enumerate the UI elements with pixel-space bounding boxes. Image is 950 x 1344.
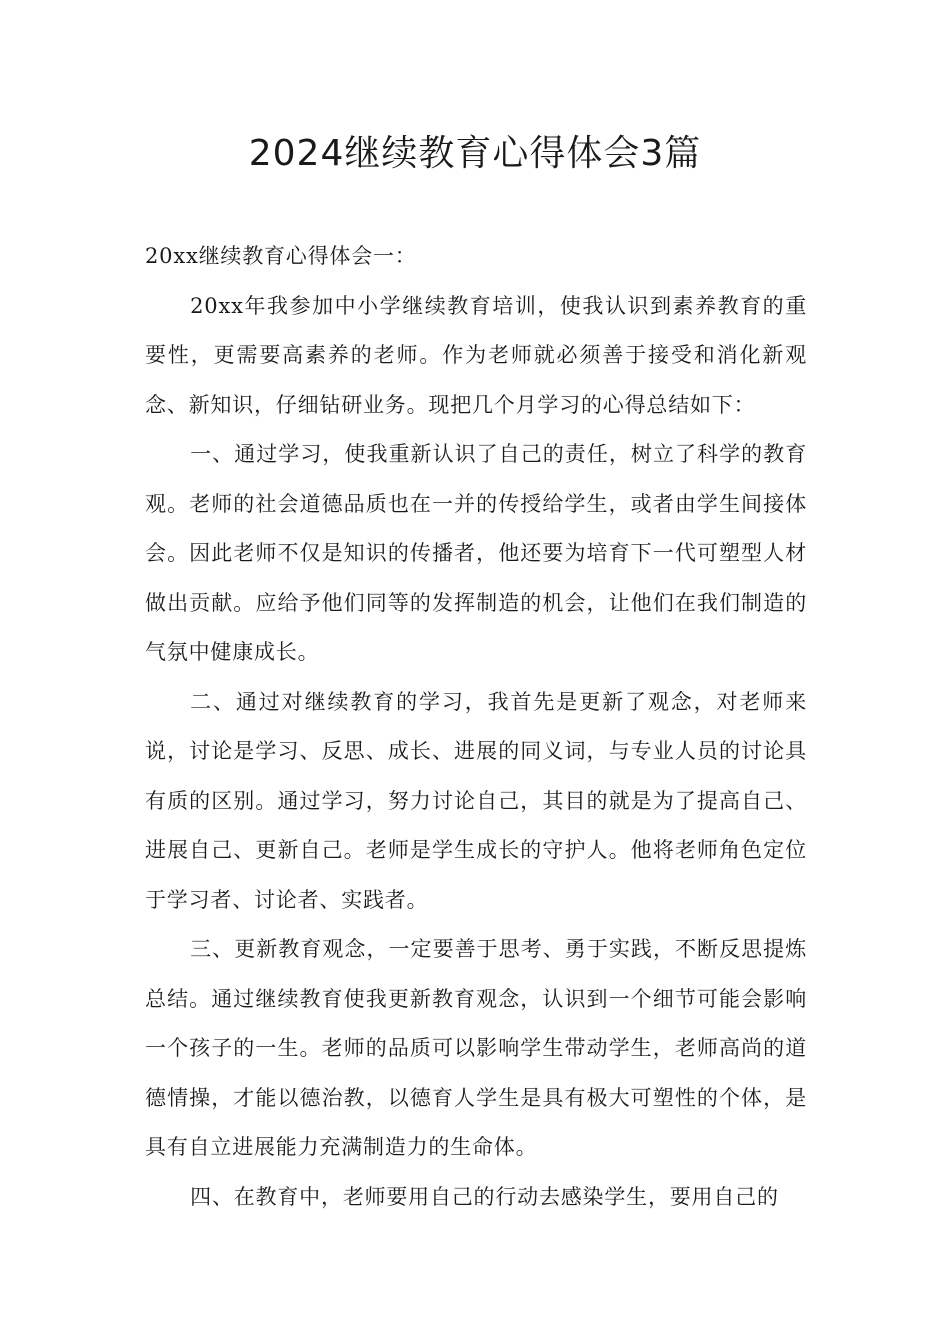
document-body xyxy=(145,232,807,1222)
document-title: 2024继续教育心得体会3篇 xyxy=(248,133,702,174)
paragraph-point-2: 二、通过对继续教育的学习，我首先是更新了观念，对老师来说，讨论是学习、反思、成长、进展的同义词，与专业人员的讨论具有质的区别。通过学习，努力讨论自己，其目的就是为了提高自己、进展自己、更新自己。老师是学生成长的守护人。他将老师角色定位于学习者、讨论者、实践者。 xyxy=(145,689,807,912)
paragraph-intro: 20xx年我参加中小学继续教育培训，使我认识到素养教育的重要性，更需要高素养的老师。作为老师就必须善于接受和消化新观念、新知识，仔细钻研业务。现把几个月学习的心得总结如下： xyxy=(145,293,807,417)
paragraph-point-4: 四、在教育中，老师要用自己的行动去感染学生，要用自己的 xyxy=(190,1184,779,1209)
paragraph-point-1: 一、通过学习，使我重新认识了自己的责任，树立了科学的教育观。老师的社会道德品质也在一并的传授给学生，或者由学生间接体会。因此老师不仅是知识的传播者，他还要为培育下一代可塑型人材做出贡献。应给予他们同等的发挥制造的机会，让他们在我们制造的气氛中健康成长。 xyxy=(145,442,807,664)
section-heading: 20xx继续教育心得体会一： xyxy=(145,244,417,268)
paragraph-point-3: 三、更新教育观念，一定要善于思考、勇于实践，不断反思提炼总结。通过继续教育使我更新教育观念，认识到一个细节可能会影响一个孩子的一生。老师的品质可以影响学生带动学生，老师高尚的道德情操，才能以德治教，以德育人学生是具有极大可塑性的个体，是具有自立进展能力充满制造力的生命体。 xyxy=(145,937,807,1159)
